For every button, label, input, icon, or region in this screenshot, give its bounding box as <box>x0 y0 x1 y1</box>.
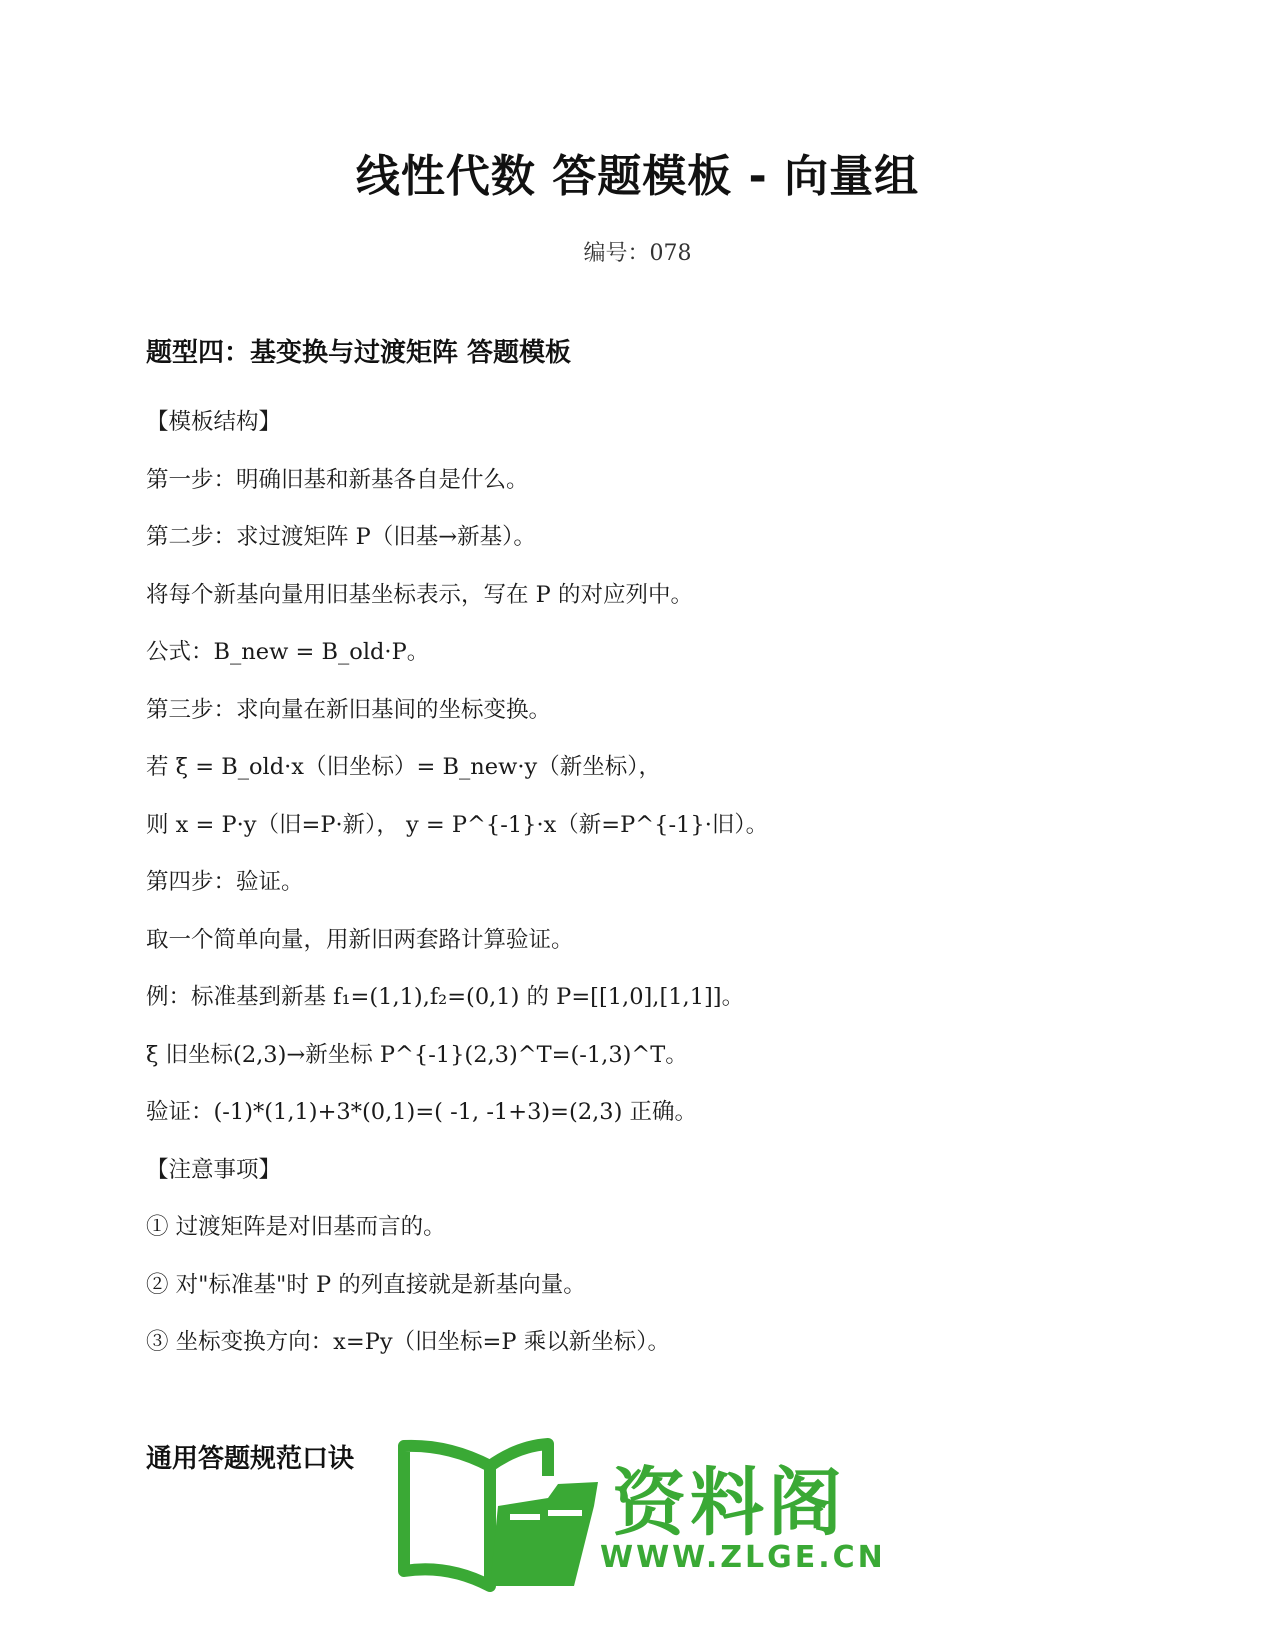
section-heading: 题型四：基变换与过渡矩阵 答题模板 <box>146 338 572 368</box>
document-title: 线性代数 答题模板 - 向量组 <box>355 151 920 202</box>
text-line: 第四步：验证。 <box>146 869 304 895</box>
text-line: 则 x = P·y（旧=P·新）， y = P^{-1}·x（新=P^{-1}·旧）。 <box>146 811 769 838</box>
document-number: 编号：078 <box>583 241 692 266</box>
text-line: 例：标准基到新基 f₁=(1,1),f₂=(0,1) 的 P=[[1,0],[1,1]]。 <box>146 984 745 1010</box>
text-line: ξ 旧坐标(2,3)→新坐标 P^{-1}(2,3)^T=(-1,3)^T。 <box>146 1041 688 1068</box>
text-line: 第一步：明确旧基和新基各自是什么。 <box>146 466 529 493</box>
text-line: 第三步：求向量在新旧基间的坐标变换。 <box>146 696 552 723</box>
text-line: ① 过渡矩阵是对旧基而言的。 <box>146 1214 446 1240</box>
text-line: 若 ξ = B_old·x（旧坐标）= B_new·y（新坐标）， <box>146 754 661 780</box>
watermark-brand: 资料阁 <box>612 1460 846 1546</box>
text-line: 【模板结构】 <box>146 409 282 435</box>
text-line: 公式：B_new = B_old·P。 <box>146 639 430 665</box>
text-line: 取一个简单向量，用新旧两套路计算验证。 <box>146 926 574 953</box>
text-line: 第二步：求过渡矩阵 P（旧基→新基）。 <box>146 524 536 550</box>
text-line: ③ 坐标变换方向：x=Py（旧坐标=P 乘以新坐标）。 <box>146 1329 670 1355</box>
text-line: 将每个新基向量用旧基坐标表示，写在 P 的对应列中。 <box>146 581 693 608</box>
text-line: 验证：(-1)*(1,1)+3*(0,1)=( -1, -1+3)=(2,3) 正确。 <box>146 1099 698 1125</box>
template-content <box>146 406 1146 1384</box>
text-line: 【注意事项】 <box>146 1156 282 1183</box>
watermark-url: WWW.ZLGE.CN <box>600 1540 886 1575</box>
next-section-heading: 通用答题规范口诀 <box>146 1444 355 1474</box>
text-line: ② 对"标准基"时 P 的列直接就是新基向量。 <box>146 1271 586 1298</box>
